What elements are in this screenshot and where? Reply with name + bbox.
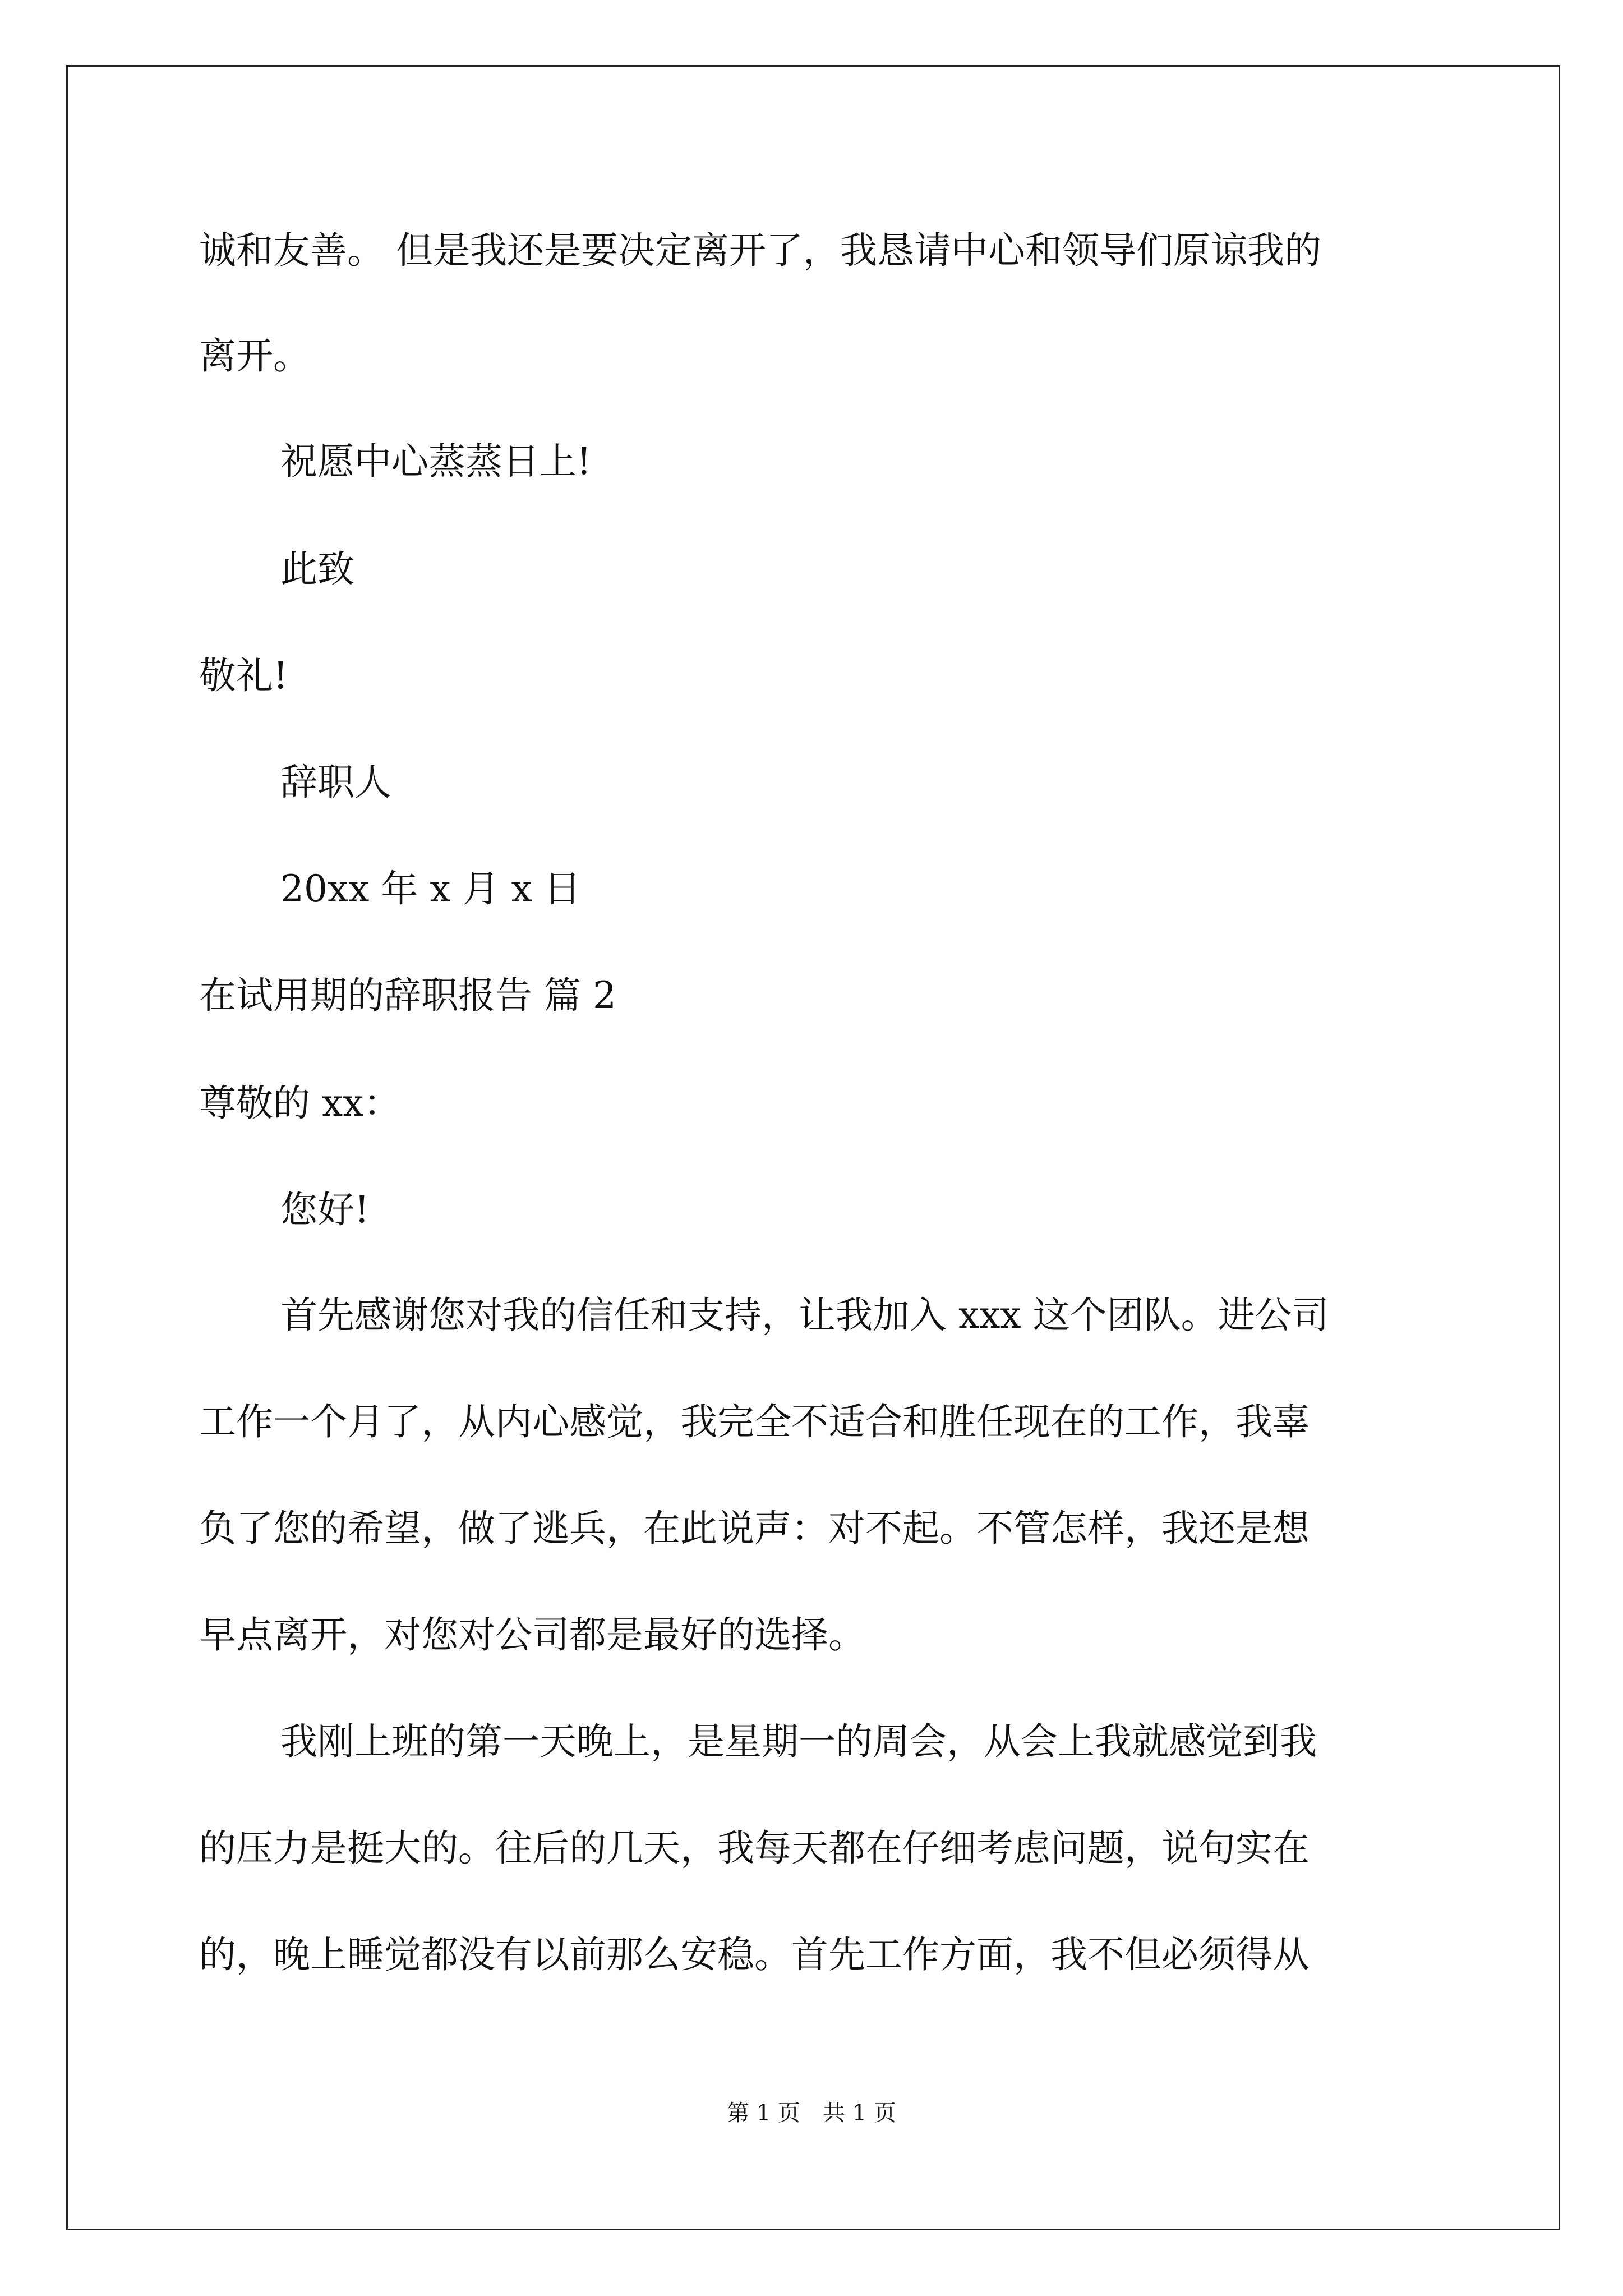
paragraph-1-line-4: 早点离开，对您对公司都是最好的选择。	[199, 1613, 865, 1657]
paragraph-2-line-2: 的压力是挺大的。往后的几天，我每天都在仔细考虑问题，说句实在	[199, 1826, 1310, 1870]
paragraph-1-line-2: 工作一个月了，从内心感觉，我完全不适合和胜任现在的工作，我辜	[199, 1400, 1310, 1443]
salutation-closing: 此致	[280, 547, 354, 591]
paragraph-1-line-3: 负了您的希望，做了逃兵，在此说声：对不起。不管怎样，我还是想	[199, 1507, 1310, 1550]
greeting: 您好!	[280, 1188, 370, 1231]
letter-addressee: 尊敬的 xx：	[199, 1082, 401, 1125]
section-heading: 在试用期的辞职报告 篇 2	[199, 974, 616, 1017]
body-line-2: 离开。	[199, 334, 310, 378]
page-border	[66, 65, 1560, 2230]
page-footer: 第 1 页 共 1 页	[727, 2100, 896, 2126]
closing-wish: 祝愿中心蒸蒸日上!	[280, 440, 592, 483]
body-line-1: 诚和友善。 但是我还是要决定离开了，我恳请中心和领导们原谅我的	[199, 229, 1321, 272]
signature-date: 20xx 年 x 月 x 日	[280, 867, 581, 910]
signer-label: 辞职人	[280, 761, 391, 804]
paragraph-2-line-3: 的，晚上睡觉都没有以前那么安稳。首先工作方面，我不但必须得从	[199, 1933, 1310, 1976]
paragraph-1-line-1: 首先感谢您对我的信任和支持，让我加入 xxx 这个团队。进公司	[280, 1294, 1329, 1337]
salutation-respect: 敬礼!	[199, 654, 288, 697]
paragraph-2-line-1: 我刚上班的第一天晚上，是星期一的周会，从会上我就感觉到我	[280, 1720, 1317, 1763]
